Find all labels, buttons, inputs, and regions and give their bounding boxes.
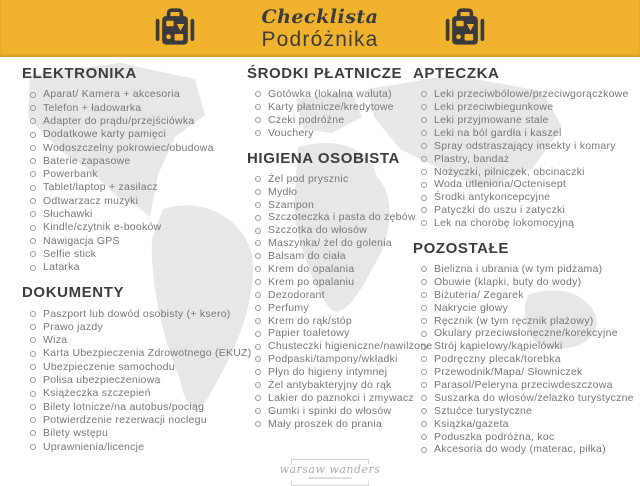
- checkbox-circle-icon: [30, 92, 36, 98]
- checklist-item-label: Żel pod prysznic: [268, 172, 349, 185]
- checklist-item: [247, 366, 413, 379]
- checklist-item: [413, 140, 640, 153]
- checkbox-circle-icon: [30, 351, 36, 357]
- checklist-item-label: Baterie zapasowe: [43, 154, 131, 167]
- checklist-item-label: Nakrycie głowy: [434, 301, 509, 314]
- checkbox-circle-icon: [255, 266, 261, 272]
- checklist-item: [413, 178, 640, 191]
- checklist-item: [413, 204, 640, 217]
- checklist-item: [22, 400, 247, 413]
- checklist-item-label: Balsam do ciała: [268, 250, 346, 263]
- checkbox-circle-icon: [255, 240, 261, 246]
- checklist-item-label: Karta Ubezpieczenia Zdrowotnego (EKUZ): [43, 347, 252, 360]
- checklist-item: [247, 405, 413, 418]
- checklist-item: [413, 114, 640, 127]
- checklist-item-label: Papier toaletowy: [268, 327, 350, 340]
- checkbox-circle-icon: [255, 421, 261, 427]
- column-1: [22, 65, 252, 456]
- checklist-item: [22, 347, 252, 360]
- checklist-item-label: Lek na chorobę lokomocyjną: [434, 217, 575, 230]
- checkbox-circle-icon: [421, 344, 427, 350]
- checklist-item: [247, 88, 413, 101]
- checkbox-circle-icon: [255, 382, 261, 388]
- checkbox-circle-icon: [30, 417, 36, 423]
- checklist-item: [413, 263, 640, 276]
- checklist-item: [22, 194, 247, 207]
- checklist-item-label: Ubezpieczenie samochodu: [43, 360, 175, 373]
- checkbox-circle-icon: [255, 305, 261, 311]
- checklist-item-label: Gumki i spinki do włosów: [268, 404, 392, 417]
- checklist-item-label: Wodoszczelny pokrowiec/obudowa: [43, 141, 214, 154]
- checkbox-circle-icon: [255, 189, 261, 195]
- checklist-item-label: Powerbank: [43, 168, 98, 181]
- column-3: [413, 66, 640, 456]
- checklist-item-label: Patyczki do uszu i zatyczki: [434, 204, 566, 217]
- page-title: Podróżnika: [261, 27, 379, 51]
- checkbox-circle-icon: [255, 279, 261, 285]
- checklist-item: [22, 320, 247, 333]
- brand-logo-text: warsaw wanders: [279, 463, 381, 477]
- checkbox-circle-icon: [30, 132, 36, 138]
- checklist-item-label: Ręcznik (w tym ręcznik plażowy): [434, 314, 594, 327]
- checkbox-circle-icon: [421, 382, 427, 388]
- checklist-item-label: Płyn do higieny intymnej: [268, 366, 388, 379]
- title-script: Checklista: [261, 5, 379, 28]
- checklist-item: [22, 115, 247, 128]
- checkbox-circle-icon: [421, 395, 427, 401]
- checklist-columns: [22, 66, 640, 456]
- checkbox-circle-icon: [255, 91, 261, 97]
- section-title: DOKUMENTY: [22, 284, 125, 302]
- checklist-item: [247, 224, 413, 237]
- checkbox-circle-icon: [30, 225, 36, 231]
- checklist-item-label: Dodatkowe karty pamięci: [43, 128, 167, 141]
- checkbox-circle-icon: [30, 364, 36, 370]
- checkbox-circle-icon: [255, 215, 261, 221]
- checkbox-circle-icon: [421, 292, 427, 298]
- checklist-item-label: Parasol/Peleryna przeciwdeszczowa: [434, 379, 613, 391]
- checkbox-circle-icon: [30, 324, 36, 330]
- checklist-item-label: Szczotka do włosów: [268, 224, 368, 237]
- checkbox-circle-icon: [421, 156, 427, 162]
- section-title: POZOSTAŁE: [413, 239, 509, 257]
- checklist-item-label: Podręczny plecak/torebka: [434, 353, 561, 366]
- checkbox-circle-icon: [255, 292, 261, 298]
- checklist-item-label: Słuchawki: [43, 208, 93, 221]
- checkbox-circle-icon: [30, 145, 36, 151]
- checklist-item-label: Mydło: [268, 185, 298, 198]
- checklist-item: [22, 88, 247, 101]
- checklist-item: [247, 185, 413, 198]
- checkbox-circle-icon: [421, 408, 427, 414]
- checkbox-circle-icon: [421, 117, 427, 123]
- checkbox-circle-icon: [30, 265, 36, 271]
- checklist-item: [247, 392, 413, 405]
- section-title: ELEKTRONIKA: [22, 65, 137, 82]
- checklist-item: [247, 276, 413, 289]
- checklist-item: [22, 261, 247, 274]
- checklist-item-label: Krem do opalania: [268, 262, 355, 275]
- section-title: ŚRODKI PŁATNICZE: [247, 65, 403, 82]
- checklist-item: [22, 128, 247, 141]
- checklist-item-label: Strój kąpielowy/kąpielówki: [434, 340, 563, 353]
- checkbox-circle-icon: [30, 198, 36, 204]
- checklist-item: [22, 168, 247, 181]
- checklist-item: [22, 307, 247, 320]
- checkbox-circle-icon: [421, 104, 427, 110]
- checklist-item-label: Woda utleniona/Octenisept: [434, 178, 567, 191]
- checkbox-circle-icon: [30, 444, 36, 450]
- checklist-item-label: Perfumy: [268, 301, 309, 314]
- checkbox-circle-icon: [421, 266, 427, 272]
- checklist-item-label: Sztućce turystyczne: [434, 404, 533, 417]
- checkbox-circle-icon: [255, 395, 261, 401]
- section-title: APTECZKA: [413, 65, 500, 82]
- checklist-item-label: Podpaski/tampony/wkładki: [268, 353, 398, 366]
- checklist-item-label: Bilety wstępu: [43, 427, 109, 440]
- title-block: [235, 5, 405, 51]
- checklist-item: [247, 417, 413, 430]
- checklist-item: [413, 314, 640, 327]
- checklist-item: [247, 250, 413, 263]
- checklist-item: [22, 221, 247, 234]
- checklist-item-label: Uprawnienia/licencje: [43, 440, 145, 453]
- checkbox-circle-icon: [30, 391, 36, 397]
- checkbox-circle-icon: [255, 356, 261, 362]
- checkbox-circle-icon: [255, 253, 261, 259]
- checklist-item-label: Dezodorant: [268, 288, 325, 301]
- checklist-item-label: Żel antybakteryjny do rąk: [268, 379, 392, 391]
- checklist-item: [22, 427, 247, 440]
- checklist-item: [22, 440, 247, 453]
- checklist-item-label: Poduszka podróżna, koc: [434, 430, 555, 443]
- checklist-item-label: Nawigacja GPS: [43, 234, 120, 247]
- checklist-item-label: Lakier do paznokci i zmywacz: [268, 391, 414, 404]
- checklist-item: [413, 379, 640, 392]
- checkbox-circle-icon: [421, 169, 427, 175]
- checklist-item-label: Czeki podróżne: [268, 113, 345, 126]
- checkbox-circle-icon: [30, 311, 36, 317]
- suitcase-icon: [443, 7, 487, 51]
- checkbox-circle-icon: [30, 404, 36, 410]
- content-area: [0, 57, 640, 477]
- checkbox-circle-icon: [421, 220, 427, 226]
- checklist-item-label: Gotówka (lokalna waluta): [268, 88, 392, 101]
- checklist-item: [247, 211, 416, 224]
- checklist-item: [22, 154, 247, 167]
- checklist-item: [413, 289, 640, 302]
- checkbox-circle-icon: [30, 105, 36, 111]
- checkbox-circle-icon: [421, 421, 427, 427]
- checklist-item: [22, 360, 247, 373]
- checklist-item: [247, 301, 413, 314]
- checklist-item-label: Książka/gazeta: [434, 417, 509, 430]
- checkbox-circle-icon: [421, 369, 427, 375]
- checklist-item-label: Biżuteria/ Zegarek: [434, 288, 524, 301]
- checklist-item-label: Adapter do prądu/przejściówka: [43, 114, 195, 127]
- checkbox-circle-icon: [30, 211, 36, 217]
- checklist-item-label: Odtwarzacz muzyki: [43, 194, 139, 207]
- checklist-item: [413, 353, 640, 366]
- checklist-item-label: Vouchery: [268, 126, 314, 139]
- checklist-item: [413, 340, 640, 353]
- checklist-item: [22, 334, 247, 347]
- checkbox-circle-icon: [255, 104, 261, 110]
- brand-watermark: [247, 459, 413, 486]
- checklist-item-label: Latarka: [43, 261, 80, 274]
- checkbox-circle-icon: [255, 408, 261, 414]
- checklist-item: [247, 173, 413, 186]
- checklist-item: [247, 101, 413, 114]
- checklist-item-label: Polisa ubezpieczeniowa: [43, 374, 161, 387]
- checklist-item-label: Potwierdzenie rezerwacji noclegu: [43, 413, 207, 426]
- checklist-item: [413, 217, 640, 230]
- checkbox-circle-icon: [30, 158, 36, 164]
- checklist-item: [413, 417, 640, 430]
- checklist-item: [413, 101, 640, 114]
- checkbox-circle-icon: [255, 202, 261, 208]
- checkbox-circle-icon: [421, 305, 427, 311]
- checklist-item: [247, 198, 413, 211]
- checklist-item: [247, 353, 413, 366]
- checklist-item-label: Akcesoria do wody (materac, piłka): [434, 443, 606, 456]
- checklist-item: [22, 208, 247, 221]
- checklist-item: [413, 165, 640, 178]
- checklist-item-label: Paszport lub dowód osobisty (+ ksero): [43, 307, 231, 320]
- column-2: [247, 65, 433, 456]
- checklist-item: [247, 237, 413, 250]
- checklist-item: [413, 405, 640, 418]
- checkbox-circle-icon: [255, 318, 261, 324]
- checklist-item-label: Suszarka do włosów/żelazko turystyczne: [434, 391, 634, 404]
- checkbox-circle-icon: [421, 434, 427, 440]
- section-title: HIGIENA OSOBISTA: [247, 149, 400, 167]
- checklist-item: [22, 387, 247, 400]
- checklist-item: [413, 191, 640, 204]
- checklist-item-label: Chusteczki higieniczne/nawilżone: [268, 340, 433, 353]
- checkbox-circle-icon: [421, 279, 427, 285]
- checklist-item-label: Przewodnik/Mapa/ Słowniczek: [434, 366, 583, 379]
- checklist-item-label: Karty płatnicze/kredytowe: [268, 101, 394, 114]
- checklist-item-label: Leki przeciwbiegunkowe: [434, 101, 554, 114]
- checklist-item-label: Leki przyjmowane stale: [434, 113, 549, 126]
- checkbox-circle-icon: [421, 130, 427, 136]
- checkbox-circle-icon: [255, 369, 261, 375]
- checklist-item: [247, 289, 413, 302]
- checklist-item: [247, 379, 413, 392]
- checklist-item: [413, 366, 640, 379]
- checklist-item: [413, 276, 640, 289]
- checkbox-circle-icon: [421, 331, 427, 337]
- checklist-item: [247, 314, 413, 327]
- checklist-item-label: Obuwie (klapki, buty do wody): [434, 275, 582, 288]
- checklist-item: [22, 101, 247, 114]
- checklist-item-label: Aparat/ Kamera + akcesoria: [43, 88, 180, 101]
- checklist-item-label: Kindle/czytnik e-booków: [43, 221, 162, 234]
- checklist-item-label: Krem po opalaniu: [268, 275, 355, 288]
- brand-frame-bottom: [291, 481, 369, 486]
- brand-tagline: [308, 477, 352, 479]
- checklist-item-label: Szczoteczka i pasta do zębów: [268, 211, 416, 224]
- checklist-item: [22, 141, 247, 154]
- checklist-item: [247, 127, 413, 140]
- checklist-item: [22, 234, 247, 247]
- checklist-item-label: Wiza: [43, 334, 68, 347]
- checklist-item-label: Telefon + ładowarka: [43, 101, 142, 114]
- checkbox-circle-icon: [255, 344, 261, 350]
- checkbox-circle-icon: [30, 238, 36, 244]
- checklist-item-label: Leki na ból gardła i kaszel: [434, 126, 562, 139]
- checklist-item: [413, 392, 640, 405]
- checklist-item-label: Książeczka szczepień: [43, 387, 151, 400]
- checklist-item-label: Spray odstraszający insekty i komary: [434, 139, 616, 152]
- checkbox-circle-icon: [255, 176, 261, 182]
- checkbox-circle-icon: [30, 251, 36, 257]
- checklist-item-label: Leki przeciwbólowe/przeciwgorączkowe: [434, 88, 629, 101]
- checklist-item: [413, 301, 640, 314]
- checklist-item: [22, 414, 247, 427]
- checklist-item: [413, 127, 640, 140]
- checklist-item: [247, 340, 433, 353]
- checklist-item: [22, 374, 247, 387]
- checkbox-circle-icon: [255, 228, 261, 234]
- checklist-item: [247, 327, 413, 340]
- checklist-item-label: Okulary przeciwsłoneczne/korekcyjne: [434, 327, 618, 340]
- checklist-item-label: Nożyczki, pilniczek, obcinaczki: [434, 165, 585, 178]
- checklist-item: [413, 430, 640, 443]
- checkbox-circle-icon: [421, 91, 427, 97]
- checkbox-circle-icon: [421, 207, 427, 213]
- checklist-item: [413, 443, 640, 456]
- checkbox-circle-icon: [255, 117, 261, 123]
- checklist-item-label: Krem do rąk/stóp: [268, 314, 352, 327]
- checklist-item-label: Bilety lotnicze/na autobus/pociąg: [43, 400, 205, 413]
- checkbox-circle-icon: [30, 377, 36, 383]
- checklist-item-label: Maszynka/ żel do golenia: [268, 237, 392, 250]
- checklist-item-label: Plastry, bandaż: [434, 152, 510, 165]
- checkbox-circle-icon: [421, 195, 427, 201]
- checklist-item: [22, 248, 247, 261]
- checklist-item-label: Bielizna i ubrania (w tym pidżama): [434, 262, 603, 275]
- checklist-item: [413, 327, 640, 340]
- checklist-item: [247, 263, 413, 276]
- checklist-item-label: Mały proszek do prania: [268, 417, 383, 430]
- checkbox-circle-icon: [421, 447, 427, 453]
- checkbox-circle-icon: [421, 143, 427, 149]
- checklist-item-label: Selfie stick: [43, 247, 97, 260]
- checkbox-circle-icon: [255, 331, 261, 337]
- checkbox-circle-icon: [421, 318, 427, 324]
- checklist-item-label: Prawo jazdy: [43, 320, 103, 333]
- checklist-item: [413, 88, 640, 101]
- checklist-item-label: Szampon: [268, 198, 315, 211]
- checkbox-circle-icon: [30, 171, 36, 177]
- checkbox-circle-icon: [30, 430, 36, 436]
- checkbox-circle-icon: [255, 130, 261, 136]
- checklist-item: [413, 152, 640, 165]
- checkbox-circle-icon: [30, 118, 36, 124]
- checkbox-circle-icon: [30, 185, 36, 191]
- checkbox-circle-icon: [421, 182, 427, 188]
- checkbox-circle-icon: [421, 356, 427, 362]
- checklist-item-label: Tablet/laptop + zasilacz: [43, 181, 158, 194]
- checklist-item-label: Środki antykoncepcyjne: [434, 191, 551, 204]
- checklist-item: [247, 114, 413, 127]
- suitcase-icon: [153, 7, 197, 51]
- checkbox-circle-icon: [30, 337, 36, 343]
- checklist-item: [22, 181, 247, 194]
- header: [0, 0, 640, 57]
